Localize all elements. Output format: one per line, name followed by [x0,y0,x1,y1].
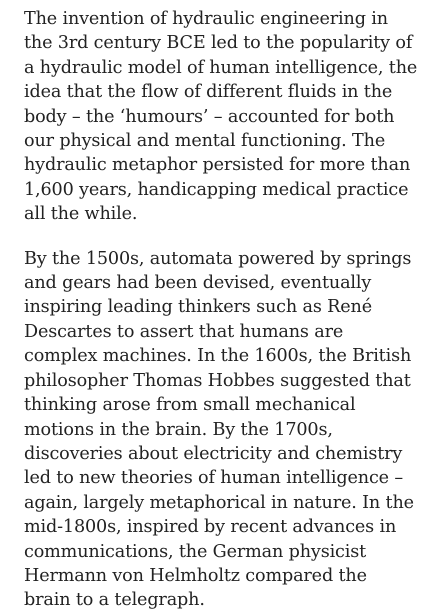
paragraph-mechanical-and-electrical-models: By the 1500s, automata powered by springs and gears had been devised, eventually inspiring leading thinkers such as René Descartes to assert that humans are complex machines. In the 1600s, the British philosopher Thomas Hobbes suggested that thinking arose from small mechanical motions in the brain. By the 1700s, discoveries about electricity and chemistry led to new theories of human intelligence – again, largely metaphorical in nature. In the mid-1800s, inspired by recent advances in communications, the German physicist Hermann von Helmholtz compared the brain to a telegraph. [24,248,414,611]
paragraph-hydraulic-model: The invention of hydraulic engineering in the 3rd century BCE led to the popularity of a hydraulic model of human intelligence, the idea that the flow of different fluids in the body – the ‘humours’ – accounted for both our physical and mental functioning. The hydraulic metaphor persisted for more than 1,600 years, handicapping medical practice all the while. [24,9,418,225]
